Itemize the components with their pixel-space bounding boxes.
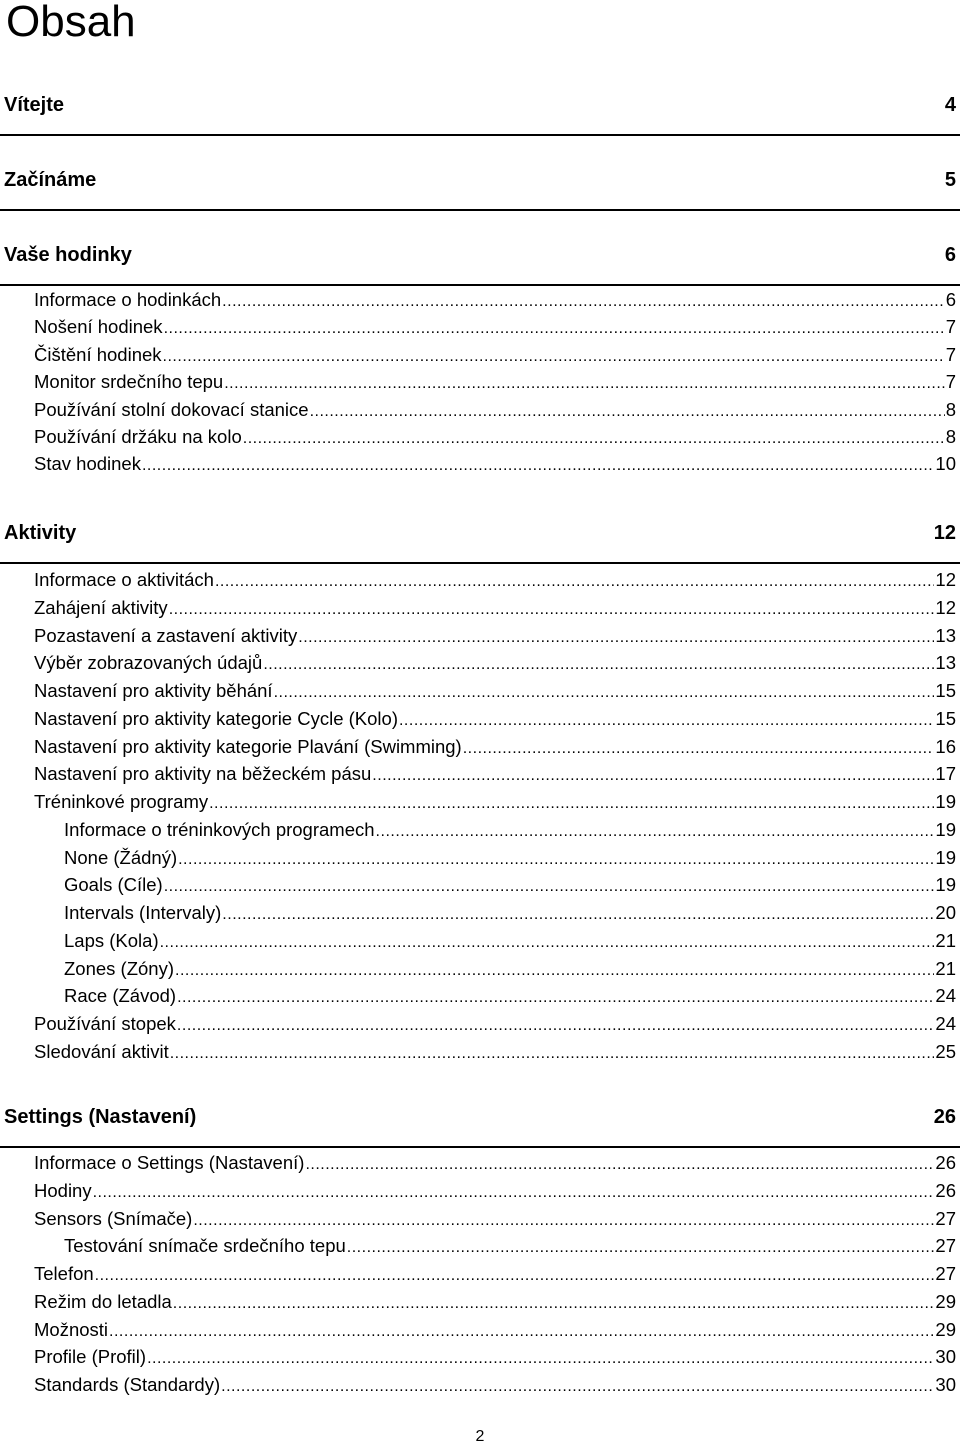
toc-entry-page-number: 29 — [935, 1318, 956, 1340]
dot-leader — [164, 317, 945, 337]
dot-leader — [142, 454, 934, 474]
dot-leader — [177, 1014, 935, 1034]
toc-entry-label: Sledování aktivit — [34, 1040, 169, 1062]
toc-entry-page-number: 24 — [935, 1013, 956, 1034]
toc-entry[interactable] — [34, 623, 956, 649]
toc-entry-page-number: 7 — [945, 316, 956, 338]
dot-leader — [372, 764, 934, 784]
toc-entry-page-number: 30 — [935, 1374, 956, 1395]
toc-entry-label: Hodiny — [34, 1179, 92, 1201]
toc-entry[interactable] — [34, 1011, 956, 1037]
dot-leader — [215, 570, 934, 590]
section-page-number: 12 — [933, 521, 956, 544]
dot-leader — [175, 959, 934, 979]
dot-leader — [222, 290, 945, 310]
toc-entry-label: Profile (Profil) — [34, 1346, 147, 1368]
toc-entry[interactable] — [34, 650, 956, 676]
toc-entry[interactable] — [34, 1178, 956, 1204]
dot-leader — [178, 848, 934, 868]
section-page-number: 6 — [944, 243, 956, 266]
toc-entry[interactable] — [34, 1261, 956, 1287]
toc-entry[interactable] — [64, 845, 956, 871]
toc-entry-label: Nastavení pro aktivity kategorie Plavání (Swimming) — [34, 735, 462, 757]
toc-entry[interactable] — [64, 872, 956, 898]
section-title: Začínáme — [4, 168, 97, 191]
dot-leader — [224, 372, 944, 392]
toc-entry-page-number: 26 — [935, 1152, 956, 1173]
toc-entry[interactable] — [34, 451, 956, 477]
dot-leader — [93, 1181, 935, 1201]
page-title: Obsah — [6, 0, 136, 46]
toc-entry-page-number: 13 — [935, 624, 956, 646]
toc-entry-label: Informace o aktivitách — [34, 569, 214, 590]
toc-entry[interactable] — [34, 1150, 956, 1176]
toc-entry[interactable] — [64, 983, 956, 1009]
toc-entry-page-number: 21 — [935, 929, 956, 951]
toc-entry-page-number: 27 — [935, 1263, 956, 1284]
toc-entry[interactable] — [34, 369, 956, 395]
toc-entry[interactable] — [34, 567, 956, 593]
section-heading[interactable] — [4, 518, 956, 548]
dot-leader — [274, 681, 935, 701]
toc-entry-label: Informace o hodinkách — [34, 289, 222, 310]
toc-entry[interactable] — [64, 900, 956, 926]
section-title: Settings (Nastavení) — [4, 1105, 197, 1128]
toc-entry-label: Laps (Kola) — [64, 929, 159, 951]
toc-entry-page-number: 15 — [935, 680, 956, 701]
toc-entry-page-number: 6 — [945, 289, 956, 310]
dot-leader — [173, 1292, 935, 1312]
toc-entry-label: Race (Závod) — [64, 985, 177, 1007]
toc-entry-page-number: 24 — [935, 985, 956, 1007]
toc-entry[interactable] — [34, 314, 956, 340]
toc-entry-label: Čištění hodinek — [34, 343, 162, 365]
toc-entry-label: None (Žádný) — [64, 846, 178, 868]
toc-entry-label: Standards (Standardy) — [34, 1374, 221, 1395]
section-heading[interactable] — [4, 90, 956, 120]
section-page-number: 5 — [944, 168, 956, 191]
section-title: Vaše hodinky — [4, 243, 132, 266]
toc-entry[interactable] — [34, 287, 956, 313]
toc-entry-page-number: 7 — [945, 371, 956, 393]
toc-entry-label: Intervals (Intervaly) — [64, 902, 222, 923]
toc-entry[interactable] — [34, 595, 956, 621]
toc-entry-page-number: 17 — [935, 763, 956, 785]
toc-entry-page-number: 19 — [935, 846, 956, 868]
toc-entry-label: Nastavení pro aktivity běhání — [34, 680, 273, 701]
dot-leader — [169, 598, 935, 618]
section-divider — [0, 134, 960, 136]
section-page-number: 4 — [944, 93, 956, 116]
toc-entry-label: Tréninkové programy — [34, 791, 209, 812]
section-divider — [0, 1146, 960, 1148]
toc-entry-label: Používání stopek — [34, 1013, 176, 1034]
toc-entry[interactable] — [34, 342, 956, 368]
toc-entry[interactable] — [34, 734, 956, 760]
toc-entry-page-number: 25 — [935, 1040, 956, 1062]
toc-entry[interactable] — [64, 956, 956, 982]
section-heading[interactable] — [4, 240, 956, 270]
dot-leader — [376, 820, 935, 840]
section-divider — [0, 284, 960, 286]
toc-entry-page-number: 13 — [935, 652, 956, 674]
dot-leader — [170, 1042, 935, 1062]
dot-leader — [177, 986, 934, 1006]
toc-entry[interactable] — [34, 706, 956, 732]
toc-entry[interactable] — [64, 928, 956, 954]
dot-leader — [243, 427, 945, 447]
toc-entry[interactable] — [34, 761, 956, 787]
toc-entry-label: Sensors (Snímače) — [34, 1207, 193, 1229]
toc-entry-label: Používání držáku na kolo — [34, 426, 242, 447]
dot-leader — [164, 875, 935, 895]
toc-entry-label: Výběr zobrazovaných údajů — [34, 652, 263, 674]
toc-entry[interactable] — [64, 817, 956, 843]
toc-entry-label: Nastavení pro aktivity kategorie Cycle (Kolo) — [34, 707, 398, 729]
toc-entry-label: Režim do letadla — [34, 1290, 172, 1312]
toc-entry-page-number: 8 — [945, 398, 956, 420]
dot-leader — [399, 709, 934, 729]
dot-leader — [263, 653, 934, 673]
toc-entry-label: Informace o tréninkových programech — [64, 818, 375, 840]
dot-leader — [347, 1236, 935, 1256]
section-page-number: 26 — [933, 1105, 956, 1128]
toc-entry[interactable] — [34, 1039, 956, 1065]
toc-entry-page-number: 19 — [935, 818, 956, 840]
dot-leader — [222, 903, 934, 923]
section-heading[interactable] — [4, 1102, 956, 1132]
toc-entry-label: Goals (Cíle) — [64, 874, 163, 896]
toc-entry[interactable] — [34, 678, 956, 704]
toc-entry-page-number: 27 — [935, 1207, 956, 1229]
dot-leader — [95, 1264, 935, 1284]
toc-entry[interactable] — [34, 789, 956, 815]
toc-entry-label: Nastavení pro aktivity na běžeckém pásu — [34, 763, 372, 785]
toc-entry-label: Nošení hodinek — [34, 316, 163, 338]
toc-entry-page-number: 19 — [935, 874, 956, 896]
toc-entry-label: Zones (Zóny) — [64, 957, 175, 979]
page-number: 2 — [475, 1428, 485, 1445]
toc-entry-page-number: 26 — [935, 1179, 956, 1201]
dot-leader — [463, 737, 935, 757]
toc-entry-label: Informace o Settings (Nastavení) — [34, 1152, 305, 1173]
toc-entry-page-number: 27 — [935, 1235, 956, 1257]
toc-entry-page-number: 21 — [935, 957, 956, 979]
dot-leader — [298, 626, 934, 646]
section-title: Vítejte — [4, 93, 65, 116]
toc-entry[interactable] — [34, 1289, 956, 1315]
toc-entry[interactable] — [34, 1317, 956, 1343]
toc-entry-page-number: 15 — [935, 707, 956, 729]
toc-entry-page-number: 12 — [935, 569, 956, 590]
toc-entry-label: Monitor srdečního tepu — [34, 371, 224, 393]
section-divider — [0, 209, 960, 211]
toc-entry-page-number: 19 — [935, 791, 956, 812]
toc-entry[interactable] — [34, 424, 956, 450]
toc-entry-page-number: 29 — [935, 1290, 956, 1312]
section-heading[interactable] — [4, 165, 956, 195]
toc-entry-page-number: 8 — [945, 426, 956, 447]
toc-entry-label: Zahájení aktivity — [34, 596, 168, 618]
dot-leader — [109, 1320, 934, 1340]
toc-entry-label: Telefon — [34, 1263, 94, 1284]
toc-entry-page-number: 10 — [935, 453, 956, 475]
toc-entry-label: Testování snímače srdečního tepu — [64, 1235, 346, 1257]
dot-leader — [221, 1375, 934, 1395]
dot-leader — [160, 931, 935, 951]
toc-entry-label: Možnosti — [34, 1318, 109, 1340]
toc-entry-label: Pozastavení a zastavení aktivity — [34, 624, 298, 646]
section-divider — [0, 562, 960, 564]
toc-entry-page-number: 12 — [935, 596, 956, 618]
toc-entry[interactable] — [34, 1206, 956, 1232]
toc-entry-page-number: 16 — [935, 735, 956, 757]
toc-entry[interactable] — [34, 1372, 956, 1398]
dot-leader — [163, 345, 945, 365]
toc-entry-page-number: 30 — [935, 1346, 956, 1368]
toc-entry[interactable] — [34, 1344, 956, 1370]
dot-leader — [147, 1347, 934, 1367]
toc-entry[interactable] — [64, 1233, 956, 1259]
section-title: Aktivity — [4, 521, 77, 544]
toc-entry-label: Používání stolní dokovací stanice — [34, 398, 309, 420]
toc-entry-page-number: 7 — [945, 343, 956, 365]
toc-entry[interactable] — [34, 397, 956, 423]
toc-entry-page-number: 20 — [935, 902, 956, 923]
dot-leader — [193, 1209, 934, 1229]
toc-entry-label: Stav hodinek — [34, 453, 141, 475]
dot-leader — [310, 400, 945, 420]
dot-leader — [209, 792, 934, 812]
dot-leader — [305, 1153, 934, 1173]
